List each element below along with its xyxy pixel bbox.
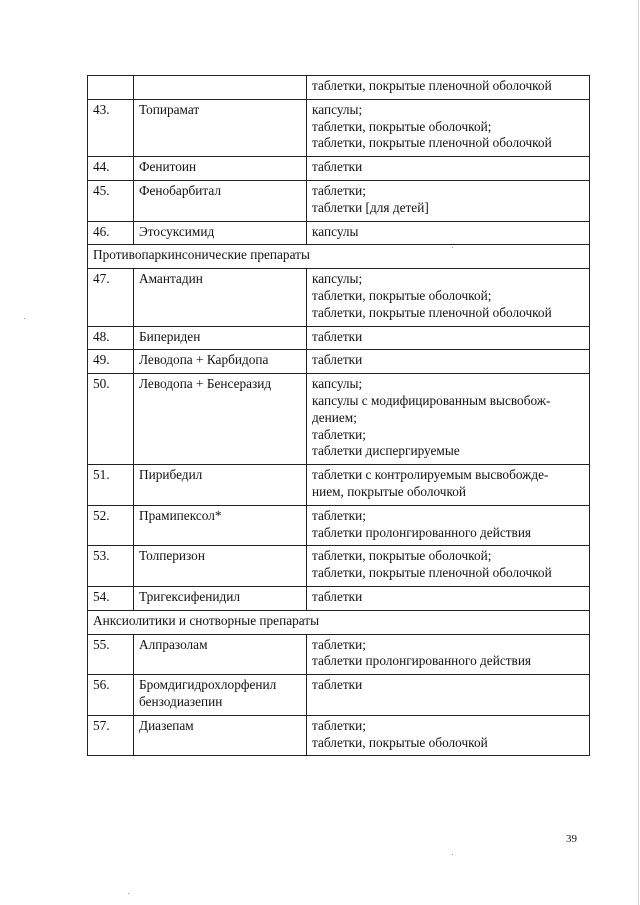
table-row bbox=[88, 350, 590, 374]
table-row bbox=[88, 269, 590, 326]
table-row bbox=[88, 374, 590, 465]
dosage-form-line: капсулы bbox=[312, 223, 359, 239]
table-row bbox=[88, 465, 590, 506]
drug-name: Топирамат bbox=[134, 99, 307, 156]
drug-name: Леводопа + Бенсеразид bbox=[134, 374, 307, 465]
item-number: 46. bbox=[88, 221, 134, 245]
item-number: 47. bbox=[88, 269, 134, 326]
dosage-forms bbox=[307, 350, 590, 374]
drug-name: Пирибедил bbox=[134, 465, 307, 506]
dosage-forms bbox=[307, 465, 590, 506]
dosage-form-line: таблетки; bbox=[312, 636, 366, 652]
item-number: 56. bbox=[88, 675, 134, 716]
table-row bbox=[88, 505, 590, 546]
dosage-forms bbox=[307, 221, 590, 245]
dosage-forms bbox=[307, 586, 590, 610]
item-number: 54. bbox=[88, 586, 134, 610]
table-row bbox=[88, 326, 590, 350]
dosage-form-line: таблетки, покрытые пленочной оболочкой bbox=[312, 135, 552, 151]
table-row bbox=[88, 586, 590, 610]
dosage-form-line: таблетки пролонгированного действия bbox=[312, 524, 532, 540]
drug-name: Бипериден bbox=[134, 326, 307, 350]
drug-name: Амантадин bbox=[134, 269, 307, 326]
item-number: 55. bbox=[88, 634, 134, 675]
table-row bbox=[88, 99, 590, 156]
dosage-form-line: таблетки, покрытые оболочкой bbox=[312, 734, 488, 750]
drug-name: Алпразолам bbox=[134, 634, 307, 675]
dosage-form-line: таблетки, покрытые пленочной оболочкой bbox=[312, 304, 552, 320]
table-row bbox=[88, 180, 590, 221]
table-row bbox=[88, 675, 590, 716]
page-number: 39 bbox=[566, 833, 577, 845]
dosage-form-line: таблетки, покрытые оболочкой; bbox=[312, 548, 492, 564]
item-number: 45. bbox=[88, 180, 134, 221]
drug-name: Фенитоин bbox=[134, 157, 307, 181]
dosage-form-line: капсулы; bbox=[312, 271, 363, 287]
scan-speck bbox=[24, 318, 25, 319]
section-title: Анксиолитики и снотворные препараты bbox=[88, 610, 590, 634]
dosage-forms bbox=[307, 675, 590, 716]
item-number: 49. bbox=[88, 350, 134, 374]
drug-name: Бромдигидрохлорфенил бензодиазепин bbox=[134, 675, 307, 716]
drug-table bbox=[87, 75, 590, 756]
dosage-form-line: таблетки, покрытые оболочкой; bbox=[312, 287, 492, 303]
dosage-forms bbox=[307, 157, 590, 181]
drug-table-body bbox=[88, 76, 590, 756]
section-title: Противопаркинсонические препараты bbox=[88, 245, 590, 269]
drug-name: Тригексифенидил bbox=[134, 586, 307, 610]
dosage-form-line: таблетки bbox=[312, 677, 363, 693]
scan-speck bbox=[452, 854, 453, 855]
dosage-form-line: таблетки bbox=[312, 352, 363, 368]
dosage-forms bbox=[307, 634, 590, 675]
dosage-form-line: таблетки; bbox=[312, 182, 366, 198]
item-number: 51. bbox=[88, 465, 134, 506]
item-number: 57. bbox=[88, 715, 134, 756]
item-number: 48. bbox=[88, 326, 134, 350]
drug-name: Диазепам bbox=[134, 715, 307, 756]
item-number: 50. bbox=[88, 374, 134, 465]
drug-name: Толперизон bbox=[134, 546, 307, 587]
dosage-form-line: таблетки, покрытые пленочной оболочкой bbox=[312, 78, 552, 93]
drug-name bbox=[134, 76, 307, 100]
dosage-form-line: таблетки bbox=[312, 588, 363, 604]
dosage-form-line: таблетки; bbox=[312, 717, 366, 733]
dosage-form-line: таблетки, покрытые пленочной оболочкой bbox=[312, 565, 552, 581]
dosage-form-line: таблетки диспергируемые bbox=[312, 443, 460, 459]
dosage-forms bbox=[307, 546, 590, 587]
dosage-form-line: капсулы с модифицированным высвобож- bbox=[312, 392, 551, 408]
dosage-forms bbox=[307, 374, 590, 465]
item-number bbox=[88, 76, 134, 100]
dosage-form-line: таблетки; bbox=[312, 507, 366, 523]
drug-name: Леводопа + Карбидопа bbox=[134, 350, 307, 374]
dosage-forms bbox=[307, 505, 590, 546]
item-number: 44. bbox=[88, 157, 134, 181]
item-number: 43. bbox=[88, 99, 134, 156]
drug-name: Этосуксимид bbox=[134, 221, 307, 245]
dosage-form-line: таблетки пролонгированного действия bbox=[312, 653, 532, 669]
section-header-row bbox=[88, 245, 590, 269]
dosage-form-line: капсулы; bbox=[312, 376, 363, 392]
dosage-form-line: таблетки [для детей] bbox=[312, 199, 429, 215]
dosage-forms bbox=[307, 326, 590, 350]
dosage-forms bbox=[307, 715, 590, 756]
scan-speck bbox=[128, 893, 129, 894]
table-row bbox=[88, 157, 590, 181]
dosage-forms bbox=[307, 269, 590, 326]
dosage-form-line: таблетки bbox=[312, 328, 363, 344]
drug-name: Прамипексол* bbox=[134, 505, 307, 546]
dosage-form-line: капсулы; bbox=[312, 101, 363, 117]
page-edge-line bbox=[638, 0, 639, 905]
section-header-row bbox=[88, 610, 590, 634]
item-number: 53. bbox=[88, 546, 134, 587]
table-row bbox=[88, 634, 590, 675]
dosage-forms bbox=[307, 76, 590, 100]
table-row bbox=[88, 546, 590, 587]
table-row bbox=[88, 76, 590, 100]
table-row bbox=[88, 715, 590, 756]
item-number: 52. bbox=[88, 505, 134, 546]
dosage-forms bbox=[307, 180, 590, 221]
dosage-forms bbox=[307, 99, 590, 156]
dosage-form-line: таблетки, покрытые оболочкой; bbox=[312, 118, 492, 134]
drug-name: Фенобарбитал bbox=[134, 180, 307, 221]
dosage-form-line: таблетки bbox=[312, 159, 363, 175]
dosage-form-line: нием, покрытые оболочкой bbox=[312, 483, 467, 499]
dosage-form-line: дением; bbox=[312, 409, 357, 425]
table-row bbox=[88, 221, 590, 245]
dosage-form-line: таблетки; bbox=[312, 426, 366, 442]
dosage-form-line: таблетки с контролируемым высвобожде- bbox=[312, 467, 549, 483]
